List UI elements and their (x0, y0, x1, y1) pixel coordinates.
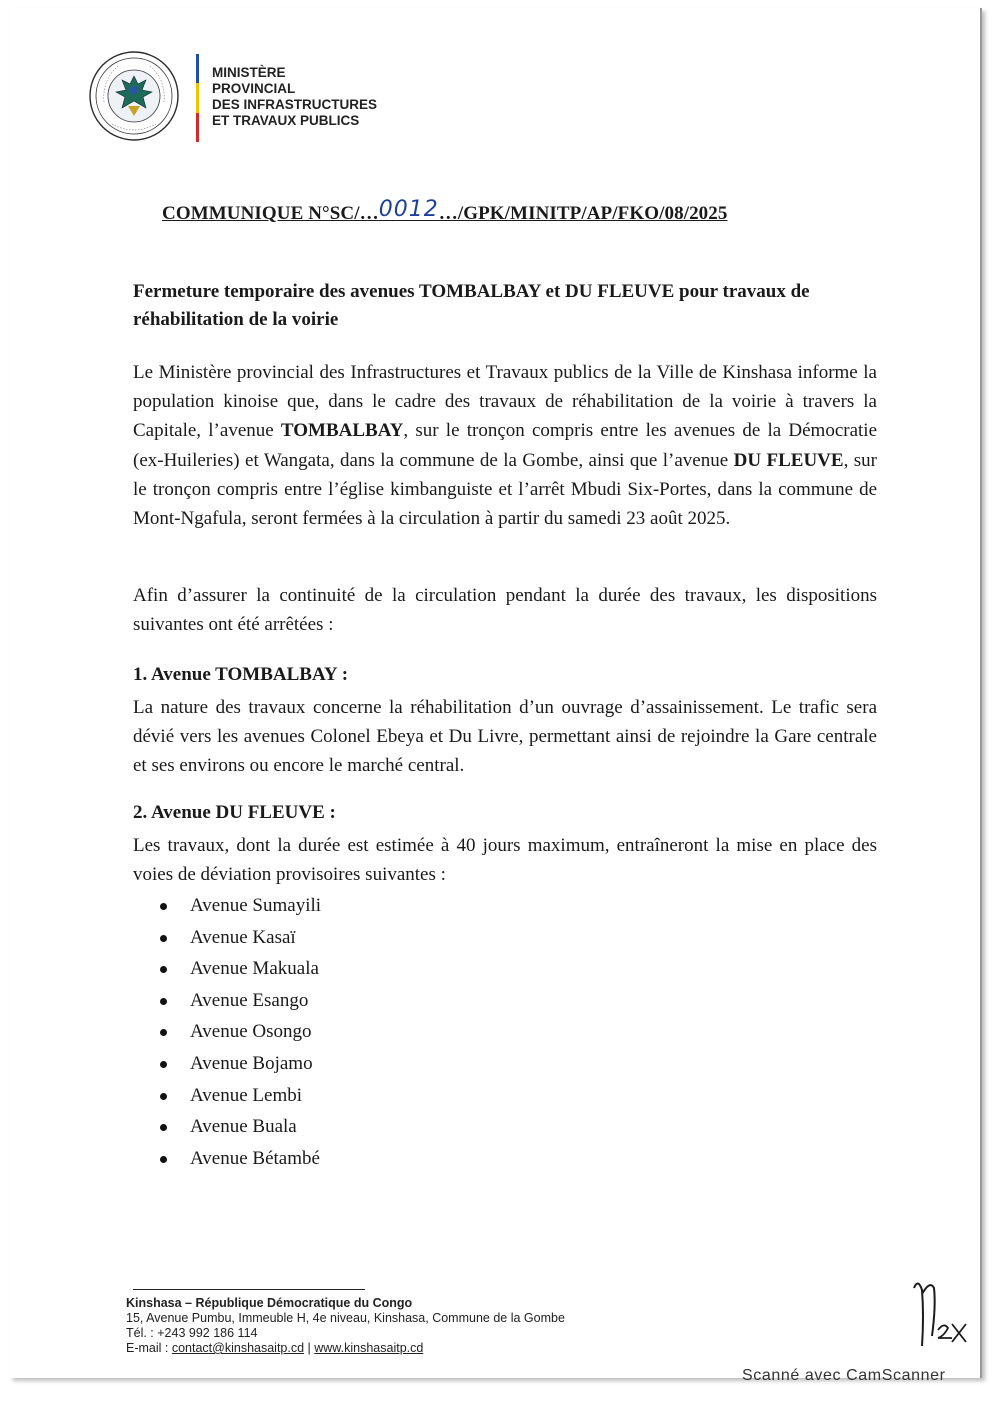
handwritten-ref-number: 0012 (378, 197, 439, 222)
list-item: Avenue Kasaï (160, 922, 321, 954)
section-2-body: Les travaux, dont la durée est estimée à 40 jours maximum, entraîneront la mise en place des voies de déviation provisoires suivantes : (133, 835, 877, 886)
list-item: Avenue Esango (160, 985, 321, 1017)
document-page (10, 8, 982, 1378)
footer-address (126, 1296, 565, 1356)
ref-suffix: …/GPK/MINITP/AP/FKO/08/2025 (438, 203, 728, 224)
footer-line: Tél. : +243 992 186 114 (126, 1326, 258, 1340)
intro-bold-tombalbay: TOMBALBAY (280, 420, 404, 442)
communique-reference (162, 197, 728, 225)
continuity-paragraph: Afin d’assurer la continuité de la circulation pendant la durée des travaux, les dispositions suivantes ont été arrêtées : (133, 585, 877, 636)
list-item: Avenue Sumayili (160, 890, 321, 922)
intro-text: , sur le tronçon compris entre les avenues de la Démocratie (ex-Huileries) et Wangata, dans la commune de la Gombe, ainsi que l’avenue (133, 420, 878, 471)
ministry-name (212, 65, 377, 129)
intro-bold-du-fleuve: DU FLEUVE (733, 449, 844, 471)
email-link[interactable]: contact@kinshasaitp.cd (171, 1341, 305, 1355)
flag-color-bar (196, 54, 199, 142)
list-item: Avenue Lembi (160, 1080, 321, 1112)
ministry-line: DES INFRASTRUCTURES (212, 97, 378, 112)
ministry-line: ET TRAVAUX PUBLICS (212, 113, 360, 128)
list-item: Avenue Bétambé (160, 1143, 321, 1175)
list-item: Avenue Buala (160, 1111, 321, 1143)
email-label: E-mail : (126, 1341, 172, 1355)
intro-text: , sur le tronçon compris entre l’église kimbanguiste et l’arrêt Mbudi Six-Portes, dans la commune de Mont-Ngafula, seront fermées à la circulation à partir du samedi 23 août 2025. (133, 449, 877, 530)
list-item: Avenue Osongo (160, 1016, 321, 1048)
website-link[interactable]: www.kinshasaitp.cd (314, 1341, 424, 1355)
handwritten-signature (908, 1276, 978, 1356)
link-separator: | (304, 1341, 315, 1355)
footer-contact-line (126, 1341, 565, 1356)
section-1-body: La nature des travaux concerne la réhabilitation d’un ouvrage d’assainissement. Le trafic sera dévié vers les avenues Colonel Ebeya et Du Livre, permettant ainsi de rejoindre la Gare centrale et ses environs ou encore le marché central. (133, 697, 877, 777)
section-1-title: 1. Avenue TOMBALBAY : (133, 664, 349, 685)
footer-line: Kinshasa – République Démocratique du Congo (126, 1296, 413, 1310)
detour-avenues-list (160, 890, 321, 1174)
section-2-title: 2. Avenue DU FLEUVE : (133, 802, 336, 823)
camscanner-watermark: Scanné avec CamScanner (742, 1367, 946, 1384)
ministry-line: PROVINCIAL (212, 81, 296, 96)
ref-prefix: COMMUNIQUE N°SC/… (162, 203, 379, 224)
footer-line: 15, Avenue Pumbu, Immeuble H, 4e niveau, Kinshasa, Commune de la Gombe (126, 1311, 565, 1325)
list-item: Avenue Bojamo (160, 1048, 321, 1080)
kinshasa-seal-logo (88, 50, 180, 142)
subject-heading: Fermeture temporaire des avenues TOMBALBAY et DU FLEUVE pour travaux de réhabilitation de la voirie (133, 281, 810, 330)
intro-text: Le Ministère provincial des Infrastructures et Travaux publics de la Ville de Kinshasa informe la population kinoise que, dans le cadre des travaux de réhabilitation de la voirie à travers la Capitale, l’avenue (133, 362, 877, 442)
ministry-line: MINISTÈRE (212, 65, 286, 80)
intro-paragraph (133, 358, 877, 533)
list-item: Avenue Makuala (160, 953, 321, 985)
footer-divider (133, 1289, 365, 1290)
